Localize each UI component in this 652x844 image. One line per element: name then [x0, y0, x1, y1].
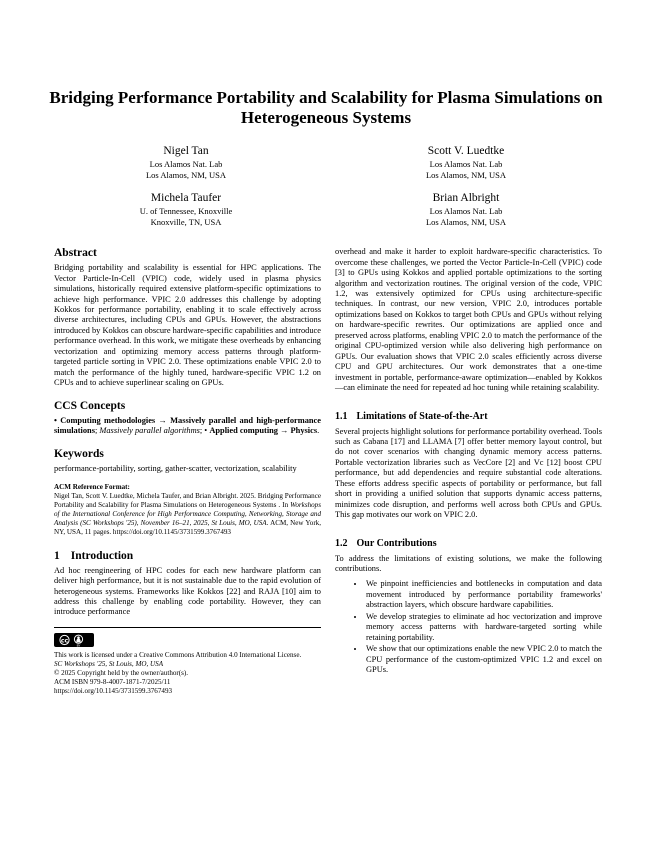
contributions-list: [335, 579, 602, 675]
acm-reference-doi-link[interactable]: https://doi.org/10.1145/3731599.3767493: [112, 527, 231, 536]
two-column-body: [54, 247, 602, 696]
cc-by-badge-icon[interactable]: [54, 633, 94, 647]
paper-title: Bridging Performance Portability and Scalability for Plasma Simulations on Heterogeneous Systems: [49, 88, 603, 128]
acm-reference-heading: ACM Reference Format:: [54, 482, 130, 491]
author-block: [46, 144, 326, 181]
ccs-segment: .: [317, 426, 320, 436]
cc-icon: [60, 635, 69, 644]
ccs-segment: • Computing methodologies → Massively parallel and high-performance simulations: [54, 415, 321, 436]
section-title: Limitations of State-of-the-Art: [356, 410, 488, 422]
isbn-line: ACM ISBN 979-8-4007-1871-7/2025/11: [54, 677, 171, 686]
left-column: [54, 247, 321, 696]
author-name: Michela Taufer: [150, 192, 222, 205]
author-name: Brian Albright: [432, 192, 500, 205]
acm-reference-roman: . ACM, New York, NY, USA, 11 pages.: [54, 518, 321, 536]
author-location: Knoxville, TN, USA: [150, 217, 222, 228]
section-title: Introduction: [70, 549, 134, 562]
section-1-2-heading: [335, 538, 602, 549]
abstract-heading: Abstract: [54, 247, 97, 260]
contribution-item: • We develop strategies to eliminate ad hoc vectorization and improve memory access patterns with hardware-targeted sorting while retaining portability.: [365, 612, 602, 643]
ccs-segment: ; •: [199, 426, 210, 436]
keywords-text: performance-portability, sorting, gather-scatter, vectorization, scalability: [54, 463, 297, 473]
section-title: Our Contributions: [356, 537, 437, 549]
footnote-divider: [54, 627, 321, 628]
author-location: Los Alamos, NM, USA: [145, 169, 227, 180]
svg-text:BY: BY: [76, 643, 81, 647]
contribution-item: • We pinpoint inefficiencies and bottlenecks in computation and data movement introduced by performance portability frameworks' abstraction layers, which obscure hardware capabilities.: [365, 579, 602, 610]
venue-line: SC Workshops '25, St Louis, MO, USA: [54, 659, 164, 668]
author-affiliation: Los Alamos Nat. Lab: [149, 158, 223, 169]
keywords-heading: Keywords: [54, 447, 104, 460]
ccs-segment: ;: [94, 426, 100, 436]
author-affiliation: Los Alamos Nat. Lab: [429, 158, 503, 169]
author-location: Los Alamos, NM, USA: [425, 217, 507, 228]
introduction-continued-text: overhead and make it harder to exploit hardware-specific characteristics. To overcome these challenges, we ported the Vector Particle-In-Cell (VPIC) code [3] to GPUs using Kokkos and applied portable optimizations to the sorting algorithm and vectorization routines. The original version of the code, VPIC 1.2, was extensively optimized for CPUs using architecture-specific techniques. In contrast, our new version, VPIC 2.0, introduces portable optimizations based on Kokkos to target both CPUs and GPUs without relying on hardware-specific rewrites. Our optimizations are applied once and preserved across platforms, enabling VPIC 2.0 to match the performance of the original CPU-optimized version while also delivering high performance on GPUs. Our evaluation shows that VPIC 2.0 scales efficiently across diverse CPU and GPU architectures. Our work demonstrates that a one-time investment in portable, performance-aware optimization—enabled by Kokkos—can eliminate the need for repeated ad hoc tuning while retaining scalability.: [335, 247, 602, 393]
section-number: 1: [54, 549, 60, 562]
ccs-segment: Massively parallel algorithms: [99, 426, 200, 436]
license-statement: This work is licensed under a Creative Commons Attribution 4.0 International License.: [54, 650, 302, 659]
author-name: Scott V. Luedtke: [427, 144, 505, 157]
contribution-item: • We show that our optimizations enable the new VPIC 2.0 to match the CPU performance of the custom-optimized VPIC 1.2 and excel on GPUs.: [365, 644, 602, 675]
section-number: 1.1: [335, 410, 348, 422]
author-affiliation: U. of Tennessee, Knoxville: [139, 206, 233, 217]
copyright-line: © 2025 Copyright held by the owner/author(s).: [54, 668, 189, 677]
ccs-segment: Applied computing → Physics: [209, 426, 318, 436]
author-location: Los Alamos, NM, USA: [425, 169, 507, 180]
section-number: 1.2: [335, 537, 348, 549]
acm-reference-venue: Workshops of the International Conference for High Performance Computing, Networking, Storage and Analysis (SC Workshops '25), November 16–21, 2025, St Louis, MO, USA: [54, 500, 321, 527]
author-affiliation: Los Alamos Nat. Lab: [429, 206, 503, 217]
right-column: [335, 247, 602, 696]
contributions-intro-text: To address the limitations of existing solutions, we make the following contributions.: [335, 553, 602, 574]
section-1-1-heading: [335, 411, 602, 422]
introduction-text: Ad hoc reengineering of HPC codes for each new hardware platform can deliver high performance, but it is not sustainable due to the rapid evolution of heterogeneous systems. Frameworks like Kokkos [22] and RAJA [10] aim to address this challenge by enabling code portability. However, they can introduce performance: [54, 565, 321, 617]
svg-text:cc: cc: [60, 637, 69, 645]
author-block: [326, 191, 606, 228]
acm-reference-text: [54, 492, 321, 537]
section-1-heading: [54, 550, 321, 562]
acm-reference-roman: Nigel Tan, Scott V. Luedtke, Michela Taufer, and Brian Albright. 2025. Bridging Performance Portability and Scalability for Plasma Simulations on Heterogeneous Systems . In: [54, 491, 321, 509]
ccs-text: [54, 416, 321, 437]
author-name: Nigel Tan: [163, 144, 209, 157]
ccs-heading: CCS Concepts: [54, 399, 126, 412]
author-block: [326, 144, 606, 181]
doi-link[interactable]: https://doi.org/10.1145/3731599.3767493: [54, 686, 173, 695]
author-block: [46, 191, 326, 228]
limitations-text: Several projects highlight solutions for performance portability overhead. Tools such as Cabana [17] and LLAMA [7] offer better memory layout control, but do not cover scenarios with changing dynamic memory access patterns. Portable vectorization libraries such as VecCore [2] and Vc [12] boost CPU performance, but add dependencies and require substantial code alterations. These efforts address specific aspects of portability or performance, but fall short in providing a unified solution that supports dynamic access patterns, minimizes code disruption, and performs well across both CPUs and GPUs. This gap motivates our work on VPIC 2.0.: [335, 426, 602, 520]
author-list: [46, 144, 606, 228]
abstract-text: Bridging portability and scalability is essential for HPC applications. The Vector Particle-In-Cell (VPIC) code, widely used in plasma physics simulations, historically required extensive platform-specific optimizations to achieve high performance. VPIC 2.0 addresses this challenge by adopting Kokkos for performance portability, enabling it to scale effectively across diverse architectures, including CPUs and GPUs. However, the abstractions introduced by Kokkos can obscure hardware-specific capabilities and introduce performance overhead. In this work, we mitigate these overheads by enhancing vectorization and optimizing memory access patterns through platform-targeted particle sorting in VPIC 2.0. These optimizations enable VPIC 2.0 to match the performance of the highly tuned, hardware-specific VPIC 1.2 on CPUs and to achieve superlinear scaling on GPUs.: [54, 263, 321, 388]
license-footnote: [54, 627, 321, 696]
